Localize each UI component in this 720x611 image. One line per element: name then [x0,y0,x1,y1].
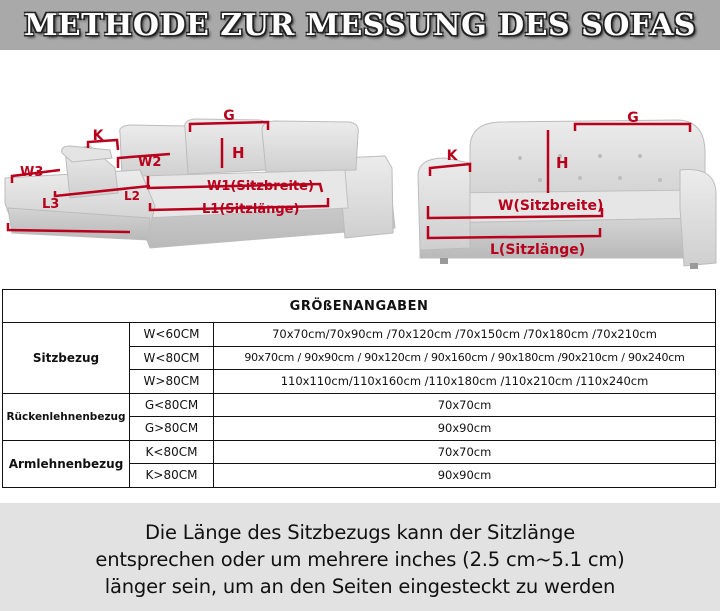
condition-cell: G>80CM [130,417,214,441]
right-h-label: H [556,154,569,172]
condition-cell: W<60CM [130,323,214,347]
sizes-cell: 90x90cm [214,417,716,441]
category-cell: Sitzbezug [3,323,130,394]
page-title: METHODE ZUR MESSUNG DES SOFAS [24,7,696,43]
left-k-label: K [92,128,104,144]
left-w1-label: W1(Sitzbreite) [207,179,314,194]
right-w-label: W(Sitzbreite) [498,198,604,214]
category-cell: Rückenlehnenbezug [3,393,130,440]
right-k-label: K [446,148,458,164]
category-cell: Armlehnenbezug [3,440,130,487]
left-l2-label: L2 [124,189,140,203]
left-w3-label: W3 [20,165,44,180]
sizes-cell: 90x90cm [214,464,716,488]
table-row [3,393,716,417]
sizes-cell: 70x70cm [214,440,716,464]
condition-cell: K<80CM [130,440,214,464]
table-header: GRÖßENANGABEN [3,290,716,323]
sofa-measurement-diagram [0,58,720,280]
table-row [3,440,716,464]
footer-line: entsprechen oder um mehrere inches (2.5 cm~5.1 cm) [95,547,625,571]
condition-cell: W>80CM [130,370,214,394]
footer-line: länger sein, um an den Seiten eingesteckt zu werden [104,574,616,598]
right-l-label: L(Sitzlänge) [490,242,586,258]
sectional-sofa [5,119,395,248]
condition-cell: K>80CM [130,464,214,488]
size-table [2,289,716,488]
left-l1-label: L1(Sitzlänge) [202,202,300,217]
left-w2-label: W2 [138,155,162,170]
sizes-cell: 70x70cm [214,393,716,417]
sofa-illustrations [0,58,720,280]
right-g-label: G [627,110,639,126]
footer-note [0,503,720,611]
condition-cell: G<80CM [130,393,214,417]
left-l3-label: L3 [42,197,60,212]
left-h-label: H [232,144,245,162]
footer-line: Die Länge des Sitzbezugs kann der Sitzlänge [144,520,576,544]
left-g-label: G [223,108,235,124]
condition-cell: W<80CM [130,346,214,370]
sizes-cell: 70x70cm/70x90cm /70x120cm /70x150cm /70x180cm /70x210cm [214,323,716,347]
sizes-cell: 90x70cm / 90x90cm / 90x120cm / 90x160cm / 90x180cm /90x210cm / 90x240cm [214,346,716,370]
title-bar [0,0,720,50]
sizes-cell: 110x110cm/110x160cm /110x180cm /110x210cm /110x240cm [214,370,716,394]
table-header-row [3,290,716,323]
table-row [3,323,716,347]
